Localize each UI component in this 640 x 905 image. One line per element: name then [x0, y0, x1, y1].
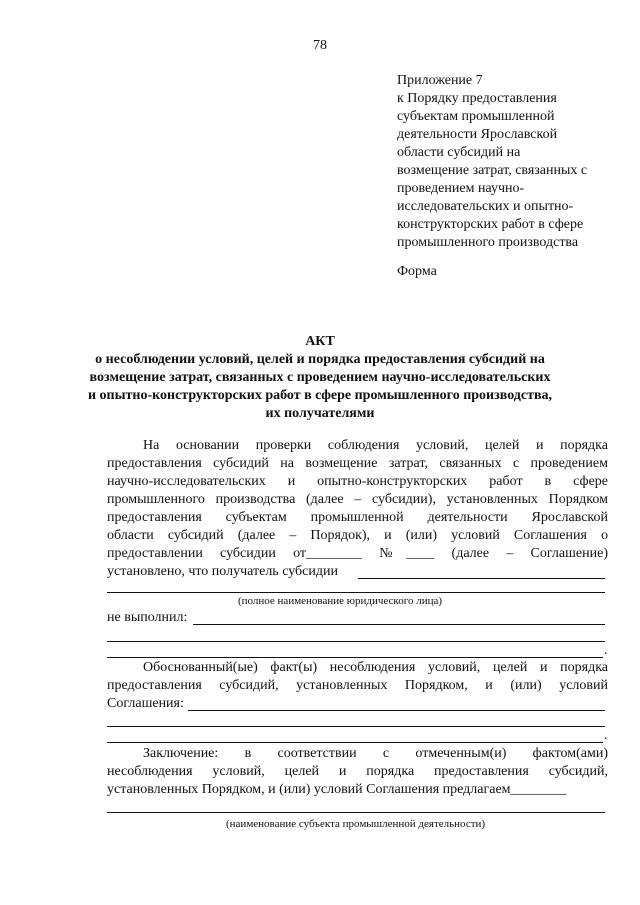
title-heading: АКТ	[305, 334, 335, 349]
blank-line	[193, 624, 605, 625]
caption-subject: (наименование субъекта промышленной деятельности)	[226, 818, 486, 830]
paragraph-line: установленных Порядком, и (или) условий Соглашения предлагаем________	[107, 782, 567, 797]
paragraph-line: предоставления субъектам промышленной деятельности Ярославской	[107, 510, 608, 525]
blank-line	[107, 812, 605, 813]
recipient-blank	[358, 578, 605, 579]
paragraph-line: Заключение: в соответствии с отмеченным(и) фактом(ами)	[143, 746, 608, 761]
paragraph-line: промышленного производства (далее – субсидии), установленных Порядком	[107, 492, 608, 507]
paragraph-line: Обоснованный(ые) факт(ы) несоблюдения условий, целей и порядка	[143, 660, 608, 675]
appendix-line: конструкторских работ в сфере	[397, 217, 584, 232]
appendix-line: Приложение 7	[397, 73, 483, 88]
paragraph-line: области субсидий (далее – Порядок), и (или) условий Соглашения о	[107, 528, 608, 543]
not-fulfilled-label: не выполнил:	[107, 610, 188, 625]
blank-line	[107, 657, 603, 658]
title-line: возмещение затрат, связанных с проведением научно-исследовательских	[89, 370, 551, 385]
title-line: их получателями	[265, 406, 375, 421]
appendix-line: исследовательских и опытно-	[397, 199, 574, 214]
page-number: 78	[313, 38, 327, 53]
title-line: и опытно-конструкторских работ в сфере промышленного производства,	[87, 388, 553, 403]
appendix-line: промышленного производства	[397, 235, 579, 250]
paragraph-line: На основании проверки соблюдения условий, целей и порядка	[143, 438, 608, 453]
title-line: о несоблюдении условий, целей и порядка предоставления субсидий на	[95, 352, 545, 367]
blank-line	[107, 592, 605, 593]
appendix-line: к Порядку предоставления	[397, 91, 557, 106]
paragraph-line: научно-исследовательских и опытно-конструкторских работ в сфере	[107, 474, 608, 489]
blank-line	[107, 641, 605, 642]
paragraph-line: предоставления субсидий, установленных Порядком, и (или) условий	[107, 678, 608, 693]
appendix-line: области субсидий на	[397, 145, 521, 160]
blank-line	[107, 726, 605, 727]
form-label: Форма	[397, 264, 437, 279]
appendix-line: деятельности Ярославской	[397, 127, 558, 142]
period: .	[604, 728, 608, 743]
period: .	[604, 643, 608, 658]
paragraph-line: предоставлении субсидии от________ №____ (далее – Соглашение)	[107, 546, 608, 561]
appendix-line: проведением научно-	[397, 181, 525, 196]
blank-line	[107, 742, 603, 743]
document-title	[0, 333, 640, 423]
appendix-line: субъектам промышленной	[397, 109, 555, 124]
caption-legal-entity: (полное наименование юридического лица)	[238, 595, 443, 607]
paragraph-line: предоставления субсидий на возмещение затрат, связанных с проведением	[107, 456, 608, 471]
paragraph-line: несоблюдения условий, целей и порядка предоставления субсидий,	[107, 764, 608, 779]
appendix-line: возмещение затрат, связанных с	[397, 163, 588, 178]
blank-line	[188, 710, 605, 711]
paragraph-line: установлено, что получатель субсидии	[107, 564, 338, 579]
paragraph-line: Соглашения:	[107, 696, 184, 711]
appendix-block	[397, 72, 612, 252]
